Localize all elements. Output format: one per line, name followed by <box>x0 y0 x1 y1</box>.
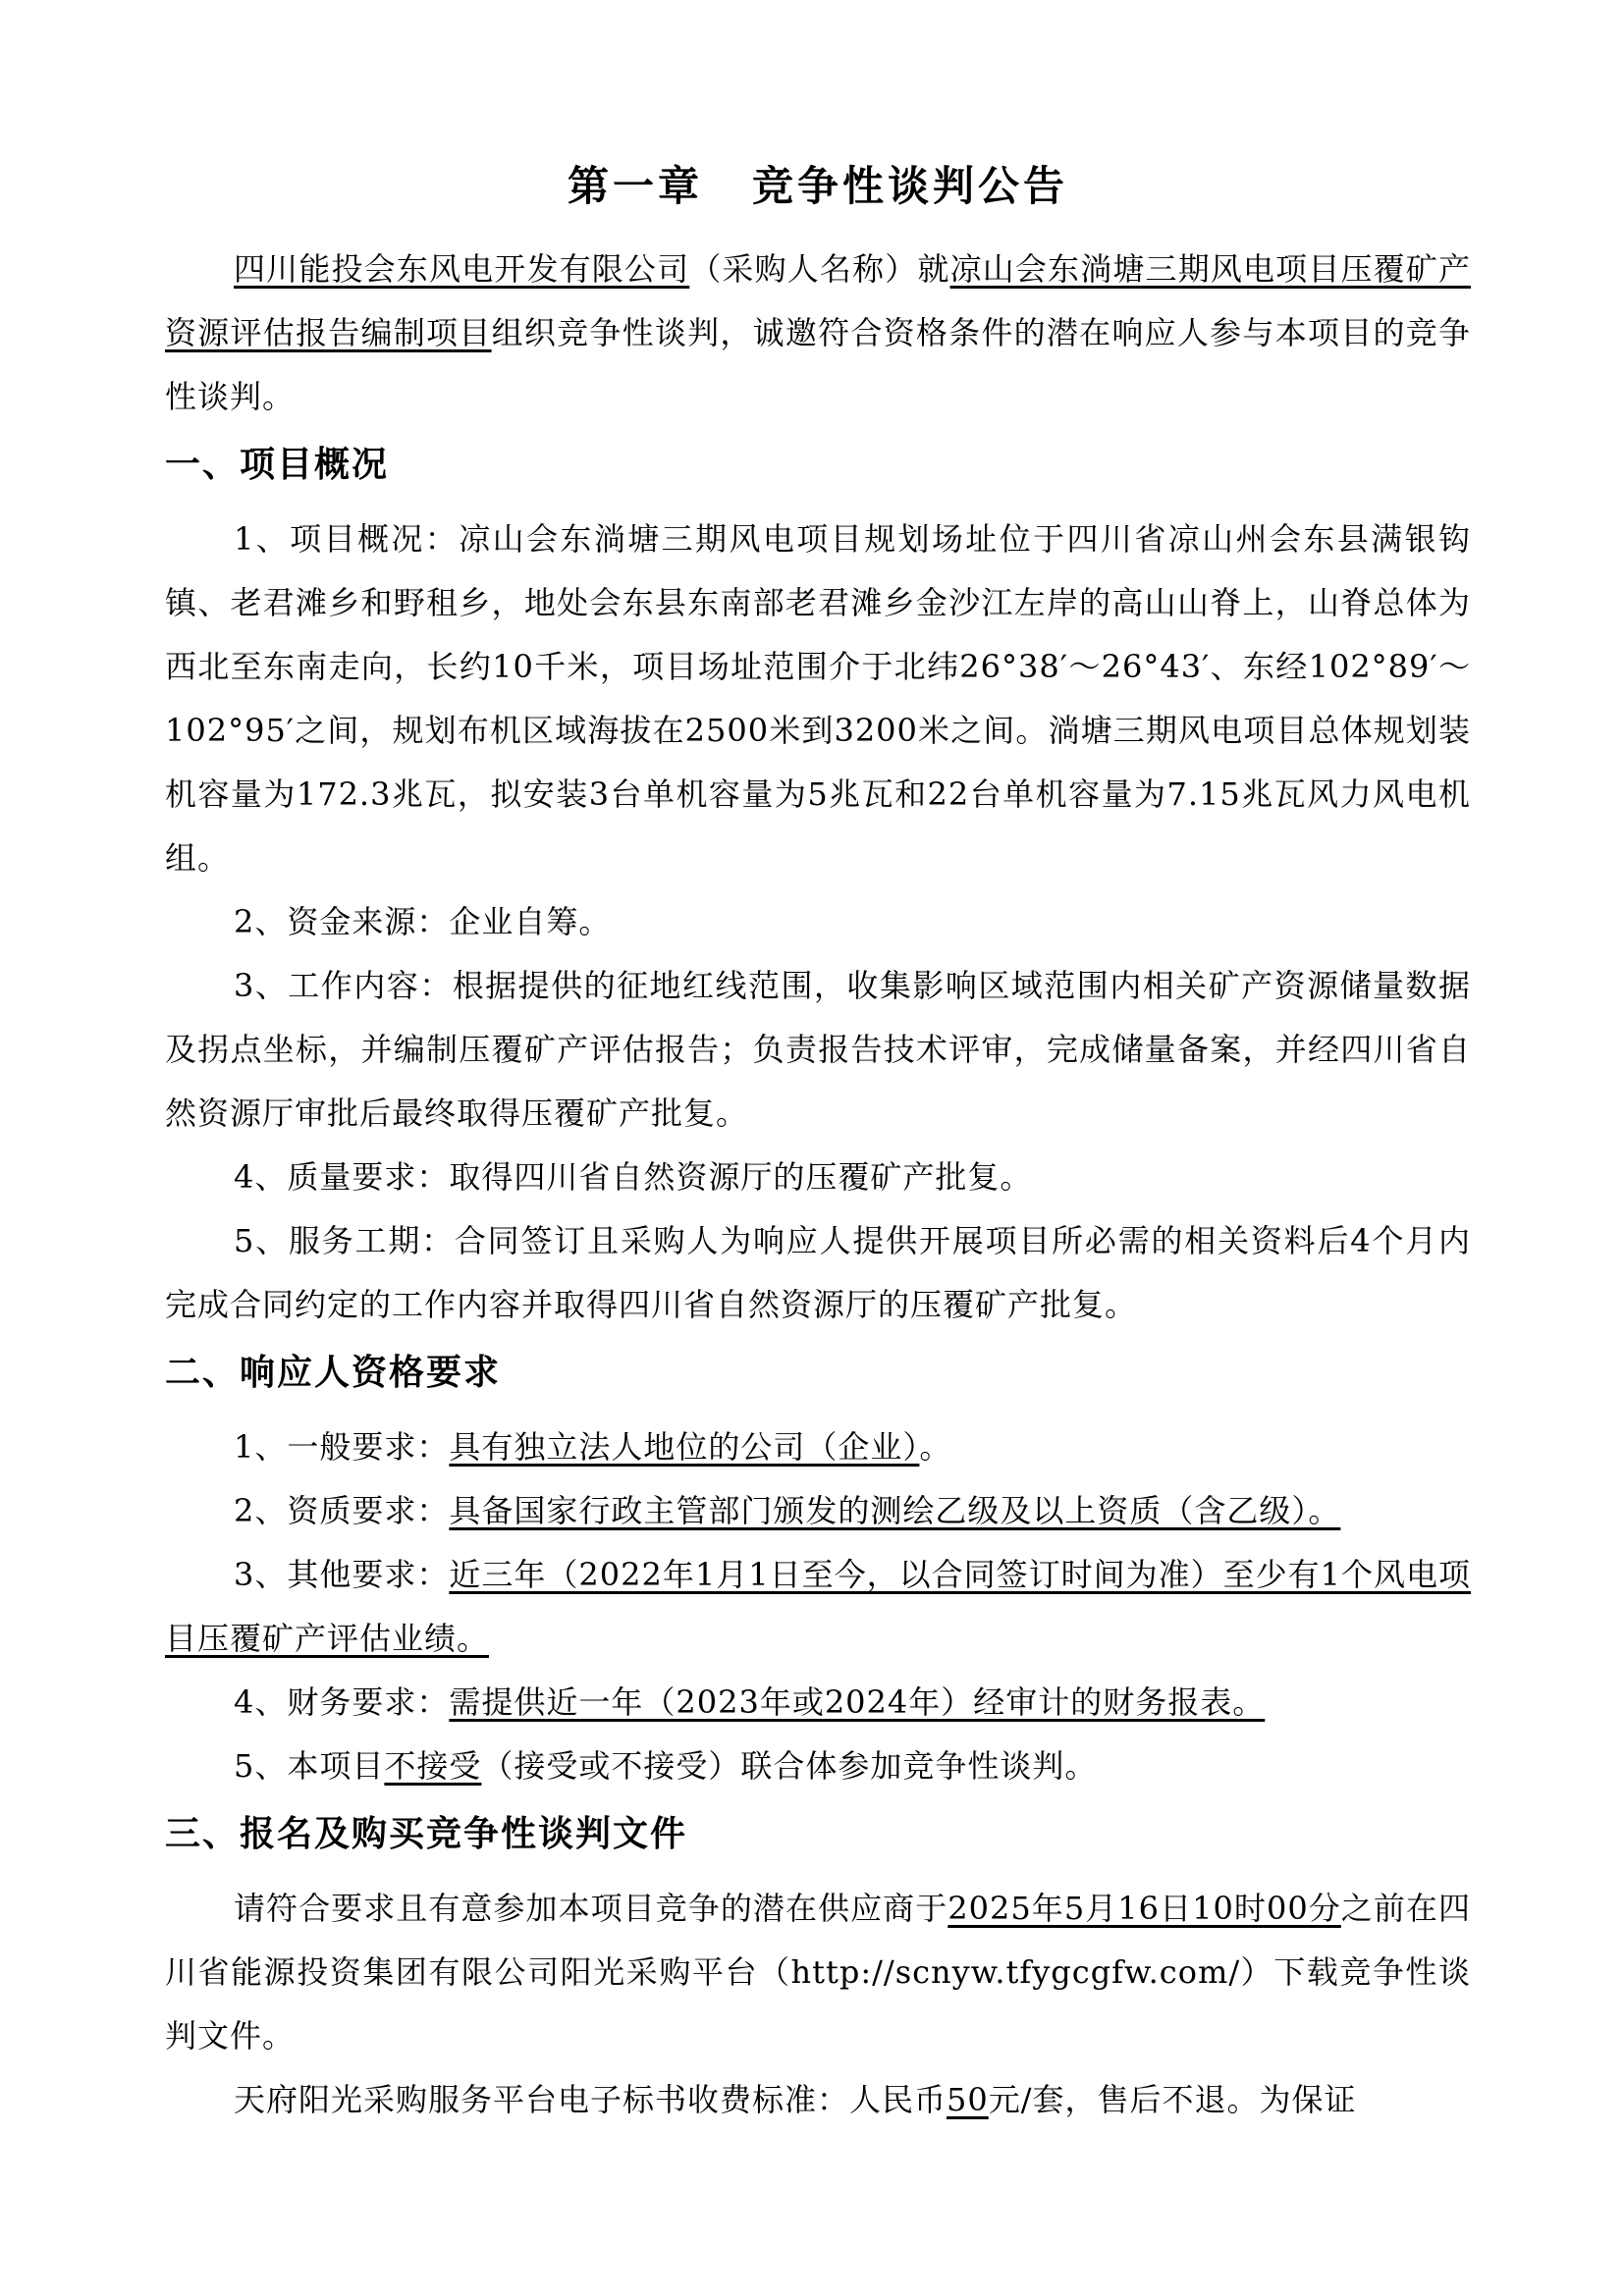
qualification-item-2 <box>165 1479 1471 1543</box>
chapter-name: 竞争性谈判公告 <box>752 162 1069 210</box>
section-heading-overview: 一、项目概况 <box>165 444 390 485</box>
intro-paragraph <box>165 238 1471 429</box>
qualification-suffix: 。 <box>919 1428 952 1466</box>
qualification-label: 3、其他要求： <box>234 1556 450 1593</box>
qualification-value: 需提供近一年（2023年或2024年）经审计的财务报表。 <box>449 1683 1266 1721</box>
qualification-label: 4、财务要求： <box>234 1683 450 1721</box>
fee-amount: 50 <box>947 2081 989 2118</box>
section-heading-registration: 三、报名及购买竞争性谈判文件 <box>165 1813 688 1854</box>
registration-paragraph <box>165 1877 1471 2068</box>
overview-item-1: 1、项目概况：凉山会东淌塘三期风电项目规划场址位于四川省凉山州会东县满银钩镇、老君滩乡和野租乡，地处会东县东南部老君滩乡金沙江左岸的高山山脊上，山脊总体为西北至东南走向，长约10千米，项目场址范围介于北纬26°38′～26°43′、东经102°89′～102°95′之间，规划布机区域海拔在2500米到3200米之间。淌塘三期风电项目总体规划装机容量为172.3兆瓦，拟安装3台单机容量为5兆瓦和22台单机容量为7.15兆瓦风力风电机组。 <box>165 520 1471 877</box>
qualification-value: 不接受 <box>384 1747 482 1785</box>
purchaser-note: （采购人名称）就 <box>689 250 950 288</box>
registration-text-rest: 之前在四川省能源投资集团有限公司阳光采购平台（http://scnyw.tfygcgfw.com/）下载竞争性谈判文件。 <box>165 1890 1471 2055</box>
qualification-value: 近三年（2022年1月1日至今，以合同签订时间为准）至少有1个风电项目压覆矿产评估业绩。 <box>165 1556 1471 1657</box>
qualification-label: 1、一般要求： <box>234 1428 450 1466</box>
fee-paragraph <box>165 2068 1471 2132</box>
page-title <box>165 157 1471 216</box>
overview-item-3: 3、工作内容：根据提供的征地红线范围，收集影响区域范围内相关矿产资源储量数据及拐点坐标，并编制压覆矿产评估报告；负责报告技术评审，完成储量备案，并经四川省自然资源厅审批后最终取得压覆矿产批复。 <box>165 967 1471 1132</box>
overview-item-5: 5、服务工期：合同签订且采购人为响应人提供开展项目所必需的相关资料后4个月内完成合同约定的工作内容并取得四川省自然资源厅的压覆矿产批复。 <box>165 1222 1471 1323</box>
intro-rest: 组织竞争性谈判，诚邀符合资格条件的潜在响应人参与本项目的竞争性谈判。 <box>165 314 1471 415</box>
registration-deadline: 2025年5月16日10时00分 <box>947 1890 1341 1927</box>
qualification-label: 2、资质要求： <box>234 1492 450 1529</box>
qualification-label: 5、本项目 <box>234 1747 385 1785</box>
project-name: 凉山会东淌塘三期风电项目压覆矿产资源评估报告编制项目 <box>165 250 1471 351</box>
section-heading-qualification: 二、响应人资格要求 <box>165 1352 502 1393</box>
qualification-item-1 <box>165 1415 1471 1479</box>
qualification-value: 具备国家行政主管部门颁发的测绘乙级及以上资质（含乙级）。 <box>449 1492 1341 1529</box>
fee-text-rest: 元/套，售后不退。为保证 <box>988 2081 1357 2118</box>
document-page <box>165 157 1471 2132</box>
qualification-item-5 <box>165 1735 1471 1798</box>
chapter-label: 第一章 <box>567 162 703 210</box>
overview-item-2: 2、资金来源：企业自筹。 <box>234 903 612 940</box>
overview-item-4: 4、质量要求：取得四川省自然资源厅的压覆矿产批复。 <box>234 1158 1033 1196</box>
registration-text: 请符合要求且有意参加本项目竞争的潜在供应商于 <box>234 1890 948 1927</box>
fee-text: 天府阳光采购服务平台电子标书收费标准：人民币 <box>234 2081 947 2118</box>
qualification-suffix: （接受或不接受）联合体参加竞争性谈判。 <box>481 1747 1098 1785</box>
qualification-item-3 <box>165 1543 1471 1671</box>
qualification-value: 具有独立法人地位的公司（企业） <box>449 1428 920 1466</box>
purchaser-name: 四川能投会东风电开发有限公司 <box>234 250 690 288</box>
qualification-item-4 <box>165 1671 1471 1735</box>
